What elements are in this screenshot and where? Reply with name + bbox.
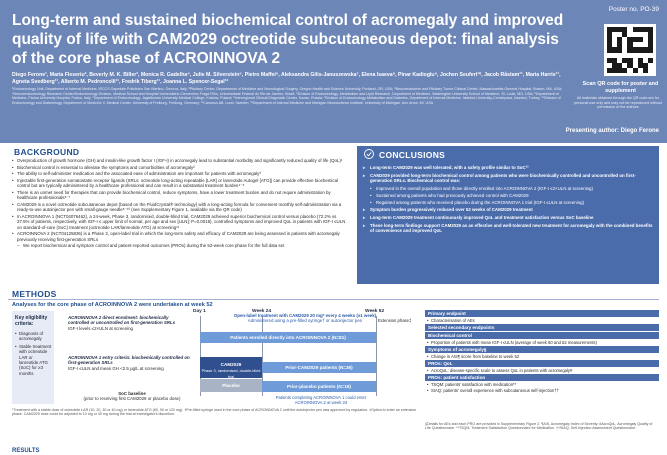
conclusion-item: ▸ Symptom burden progressively reduced over 52 weeks of CAM2029 treatment bbox=[363, 207, 655, 212]
conclusions-panel bbox=[357, 146, 659, 284]
endpoint-group-header: PROs: QoL bbox=[425, 360, 659, 367]
cohort-ai1-detail: IGF-I ≤ULN and mean GH <2.5 μg/L at screening bbox=[68, 365, 164, 371]
background-item: • Biochemical control is essential to alleviate the symptoms and comorbidities of acromegaly² bbox=[12, 165, 348, 170]
background-item: • Overproduction of growth hormone (GH) and insulin-like growth factor I (IGF-I) in acromegaly lead to substantial morbidity and significantly reduced quality of life (QoL)¹ bbox=[12, 158, 348, 163]
acroinnova1-entry-note: Patients completing ACROINNOVA 1 could enter ACROINNOVA 2 at week 24 bbox=[275, 395, 367, 405]
methods-footnote-left: *Treatment with a stable dose of octreotide LAR (10, 20, 30 or 40 mg) or lanreotide ATG (60, 90 or 120 mg). †Pre-filled syringe used in the core phase of ACROINNOVA 2 until the autoinjector pen was approved by regulators. ‡Option to enter an extension phase. CAM2029 dose could be adjusted to 10 mg or 30 mg during the trial at investigator's discretion. bbox=[12, 408, 417, 417]
background-section bbox=[8, 147, 348, 282]
methods-divider bbox=[8, 299, 659, 300]
poster-title: Long-term and sustained biochemical control of acromegaly and improved quality of life with CAM2029 octreotide subcutaneous depot: final analysis of the core phase of ACROINNOVA 2 bbox=[12, 12, 564, 67]
endpoint-item: • Proportion of patients with mean IGF-I ≤ULN (average of week 50 and 52 measurements) bbox=[425, 340, 659, 345]
prior-cam2029-bar: Prior-CAM2029 patients (N=36) bbox=[262, 362, 376, 373]
checkmark-circle-icon bbox=[364, 149, 374, 159]
endpoints-panel bbox=[425, 310, 659, 422]
cohort-ai1-heading: ACROINNOVA 1 entry criteria: biochemically controlled on first-generation SRLs bbox=[68, 355, 190, 366]
direct-enrolment-bar: Patients enrolled directly into ACROINNOVA 2 (N=81) bbox=[200, 332, 376, 343]
eligibility-item: • Stable treatment with octreotide LAR or lanreotide ATG (SoC) for ≥3 months bbox=[15, 344, 53, 376]
background-item: – We report biochemical and symptom control and patient-reported outcomes (PROs) during the 52-week core phase for the full data set bbox=[12, 243, 348, 248]
extension-phase-label: Extension phase‡ bbox=[378, 318, 412, 323]
conclusions-list bbox=[363, 165, 655, 236]
background-item: • ACROINNOVA 2 (NCT04125836) is a Phase 3, open-label trial in which the long-term safety and efficacy of CAM2029 are being assessed in patients with acromegaly previously receiving first-generation SRLs bbox=[12, 231, 348, 242]
conclusion-item: ▸ Long-term CAM2029 was well tolerated, with a safety profile similar to SoC¹² bbox=[363, 165, 655, 170]
conclusion-item: ▸ These long-term findings support CAM2029 as an effective and well-tolerated new treatment for acromegaly with the combined benefits of convenience and improved QoL bbox=[363, 223, 655, 234]
conclusion-item: • Improved in the overall population and those directly enrolled into ACROINNOVA 2 (IGF-I ≤2×ULN at screening) bbox=[363, 186, 655, 191]
endpoint-item: • Characterisation of AEs bbox=[425, 318, 659, 323]
endpoint-group-header: Biochemical control bbox=[425, 332, 659, 339]
timeline-week24: Week 24 bbox=[252, 309, 272, 314]
conclusions-title: CONCLUSIONS bbox=[379, 150, 446, 160]
open-label-text: Open-label treatment with CAM2029 20 mg* every 4 weeks (±1 week) bbox=[233, 313, 377, 318]
endpoint-item: • AcroQoL: disease-specific scale to assess QoL in patients with acromegaly# bbox=[425, 368, 659, 373]
qr-note: All materials obtained through the QR code are for personal use only and may not be reproduced without permission of the authors bbox=[574, 96, 662, 110]
background-item: • Injectable first-generation somatostatin receptor ligands (SRLs; octreotide long-acting repeatable [LAR] or lanreotide Autogel [ATG]) can provide effective biochemical control but are typically administered by a healthcare professional and can result in a substantial treatment burden⁴⁻⁶ bbox=[12, 178, 348, 189]
cam2029-arm-bar bbox=[200, 357, 262, 378]
conclusions-header bbox=[357, 146, 659, 163]
endpoint-item: • TSQM: patients' satisfaction with medication** bbox=[425, 382, 659, 387]
soc-baseline-detail: (prior to receiving first CAM2029 or placebo dose) bbox=[83, 396, 181, 402]
cohort-direct-enrolment bbox=[68, 315, 190, 331]
author-list: Diego Ferone¹, Maria Fleseriu², Beverly M. K. Biller³, Monica R. Gadelha⁴, Julie M. Silverstein⁵, Pietro Maffei⁶, Aleksandra Gilis-Januszewska⁷, Elena Isaeva⁸, Pinar Kadioglu⁹, Jochen Seufert¹⁰, Jacob Råstam¹¹, Maria Harris¹¹, Agneta Svedberg¹¹, Alberto M. Pedroncelli¹¹, Fredrik Tiberg¹¹, Joanna L. Spencer-Segal¹² bbox=[12, 72, 561, 85]
poster-header bbox=[0, 0, 667, 143]
eligibility-title: Key eligibility criteria: bbox=[15, 315, 48, 327]
soc-baseline-title: SoC baseline bbox=[118, 391, 146, 396]
prior-placebo-bar: Prior-placebo patients (N=18) bbox=[262, 381, 376, 392]
endpoint-item: • Change in AIS¶ score from baseline to week 52 bbox=[425, 354, 659, 359]
cohort-direct-heading: ACROINNOVA 2 direct enrolment: biochemically controlled or uncontrolled on first-generation SRLs bbox=[68, 315, 176, 326]
qr-code-icon[interactable] bbox=[604, 24, 656, 76]
background-item: • The ability to self-administer medication and the associated ease of administration are important for patients with acromegaly³ bbox=[12, 171, 348, 176]
eligibility-list bbox=[15, 331, 53, 378]
placebo-arm-bar: Placebo bbox=[200, 379, 262, 392]
methods-footnote-right: §Details for AEs and each PRO are provided in Supplementary Figure 2. ¶AIS, Acromegaly Index of Severity. #AcroQoL, Acromegaly Quality of Life Questionnaire. **TSQM, Treatment Satisfaction Questionnaire for Medication. ††SIAQ, Self-Injection Assessment Questionnaire. bbox=[425, 422, 653, 431]
methods-title: METHODS bbox=[12, 289, 57, 299]
timeline-week52: Week 52 bbox=[365, 309, 385, 314]
endpoint-group-header: Primary endpoint bbox=[425, 310, 659, 317]
endpoint-item: • SIAQ: patients' overall experience with subcutaneous self-injection†† bbox=[425, 388, 659, 393]
affiliations: ¹Endocrinology Unit, Department of Internal Medicine, IRCCS Ospedale Policlinico San Martino, Genova, Italy; ²Pituitary Center, Departments of Medicine and Neurological Surgery, Oregon Health and Science University, Portland, OR, USA; ³Neuroendocrine and Pituitary Tumor Clinical Center, Massachusetts General Hospital, Boston, MA, USA; ⁴Neuroendocrinology Research Center/Endocrinology Division, Medical School and Hospital Universitário Clementino Fraga Filho, Universidade Federal do Rio de Janeiro, Brazil; ⁵Division of Endocrinology, Metabolism and Lipid Research, Department of Medicine, Washington University School of Medicine, St. Louis, MO, USA; ⁶Department of Medicine, Padua University Hospital, Padua, Italy; ⁷Department of Endocrinology, Jagiellonian University Medical College, Kraków, Poland; ⁸Interregional Clinical Diagnostic Center, Kazan, Russia; ⁹Division of Endocrinology-Metabolism and Diabetes, Department of Internal Medicine, Istanbul University-Cerrahpasa, Istanbul, Turkey; ¹⁰Division of Endocrinology and Diabetology, Department of Medicine II, Medical Center, University of Freiburg, Freiburg, Germany; ¹¹Camurus AB, Lund, Sweden; ¹²Department of Internal Medicine and Michigan Neuroscience Institute, University of Michigan, Ann Arbor, MI, USA bbox=[12, 87, 563, 105]
conclusion-item: ▸ CAM2029 provided long-term biochemical control among patients who were biochemically controlled and uncontrolled on first-generation SRLs. Biochemical control was: bbox=[363, 173, 655, 184]
presenting-author: Presenting author: Diego Ferone bbox=[565, 128, 659, 134]
methods-subtitle: Analyses for the core phase of ACROINNOVA 2 were undertaken at week 52 bbox=[12, 302, 213, 308]
conclusion-item: • Regained among patients who received placebo during the ACROINNOVA 1 trial (IGF-I ≤ULN at screening) bbox=[363, 200, 655, 205]
background-title: BACKGROUND bbox=[14, 147, 80, 157]
background-item: • There is an unmet need for therapies that can provide biochemical control, reduce symptoms, have a lower treatment burden and do not require administration by healthcare professionals⁵⁻⁷ bbox=[12, 190, 348, 201]
results-title: RESULTS bbox=[12, 448, 40, 454]
endpoint-group-header: PROs: patient satisfaction bbox=[425, 374, 659, 381]
open-label-treatment bbox=[232, 313, 378, 324]
conclusion-item: • Sustained among patients who had previously achieved control with CAM2029 bbox=[363, 193, 655, 198]
soc-baseline-label bbox=[80, 391, 184, 402]
endpoint-group-header: Selected secondary endpoints bbox=[425, 324, 659, 331]
eligibility-box bbox=[12, 311, 54, 404]
cam2029-arm-label: CAM2029 bbox=[220, 362, 242, 367]
eligibility-item: • Diagnosis of acromegaly bbox=[15, 331, 53, 342]
timeline-day1: Day 1 bbox=[193, 309, 206, 314]
endpoint-group-header: Symptoms of acromegaly§ bbox=[425, 346, 659, 353]
background-item: • CAM2029 is a novel octreotide subcutaneous depot (based on the FluidCrystal® technology) with a long-acting formula for convenient monthly self-administration via a ready-to-use autoinjector pen with small-gauge needle⁸⁻¹⁰ (see Supplementary Figure 1, available via the QR code) bbox=[12, 202, 348, 213]
background-item: • In ACROINNOVA 1 (NCT04076462), a 24-week, Phase 3, randomised, double-blind trial, CAM2029 achieved superior biochemical control versus placebo (72.2% vs 37.5% of patients, respectively, with IGF-I ≤ upper limit of normal, per age and sex [ULN]; P=0.0018), controlled symptoms and improved QoL in patients with IGF-I ≤ULN on standard-of-care (SoC) treatment (octreotide LAR/lanreotide ATG) at screening¹¹ bbox=[12, 214, 348, 230]
open-label-subtext: Administered using a pre-filled syringe† or autoinjector pen bbox=[247, 318, 363, 324]
timeline-tick-week52 bbox=[376, 316, 377, 396]
poster-number: Poster no. PO-39 bbox=[608, 6, 659, 13]
qr-caption: Scan QR code for poster and supplement bbox=[582, 81, 659, 94]
cohort-acroinnova1 bbox=[68, 355, 190, 371]
cam2029-arm-sub: Phase 3, randomised, double-blind trial bbox=[201, 368, 261, 379]
background-list bbox=[12, 158, 348, 250]
conclusion-item: ▸ Long-term CAM2029 treatment continuously improved QoL and treatment satisfaction versus SoC baseline bbox=[363, 215, 655, 220]
cohort-direct-detail: IGF-I levels ≤2×ULN at screening bbox=[68, 325, 134, 331]
